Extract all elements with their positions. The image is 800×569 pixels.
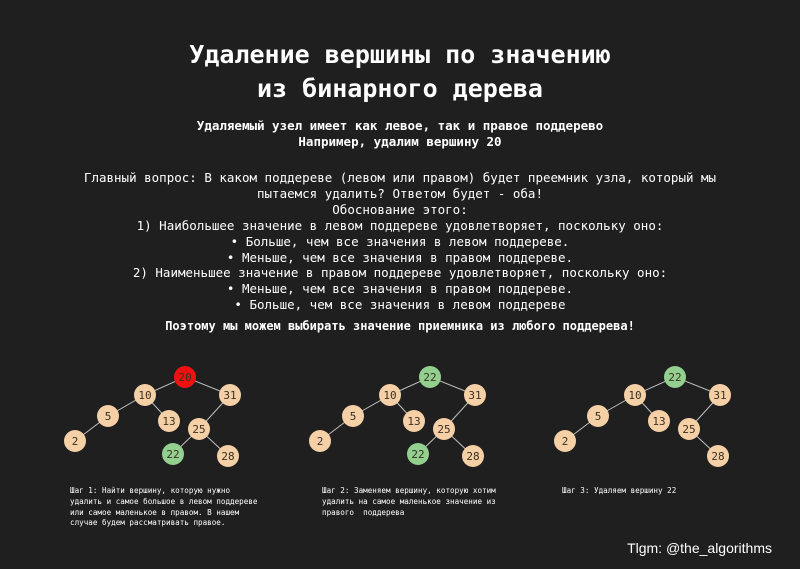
node-label: 13 [652, 415, 666, 428]
explanation-line: • Больше, чем все значения в левом поддереве. [230, 233, 570, 249]
tree-diagram-step-1 [60, 355, 280, 475]
node-label: 20 [178, 371, 192, 384]
explanation-line: Обоснование этого: [332, 201, 468, 217]
tree-node-22 [664, 366, 686, 388]
explanation-line: пытаемся удалить? Ответом будет - оба! [257, 185, 543, 201]
node-label: 25 [437, 423, 451, 436]
explanation-line: • Больше, чем все значения в левом поддереве [234, 297, 566, 313]
tree-node-10 [379, 384, 401, 406]
tree-node-22 [162, 443, 184, 465]
node-label: 28 [221, 450, 235, 463]
caption-line: Шаг 3: Удаляем вершину 22 [562, 486, 677, 495]
tree-node-28 [217, 445, 239, 467]
caption-line: Шаг 2: Заменяем вершину, которую хотим [322, 486, 496, 495]
tree-diagram-step-2 [305, 355, 525, 475]
explanation-line: 2) Наименьшее значение в правом поддереве удовлетворяет, поскольку оно: [132, 265, 668, 281]
explanation-line: • Меньше, чем все значения в правом поддереве. [226, 281, 574, 297]
node-label: 5 [594, 410, 602, 423]
node-label: 25 [682, 423, 696, 436]
node-label: 10 [383, 389, 397, 402]
tree-node-25 [433, 418, 455, 440]
tree-node-10 [134, 384, 156, 406]
node-label: 22 [411, 448, 425, 461]
subtitle [0, 118, 800, 150]
node-label: 2 [561, 435, 569, 448]
caption-step-3 [562, 486, 676, 497]
tree-node-5 [342, 405, 364, 427]
tree-node-28 [462, 445, 484, 467]
tree-node-13 [648, 410, 670, 432]
tree-node-5 [97, 405, 119, 427]
tree-node-28 [707, 445, 729, 467]
tree-node-2 [554, 430, 576, 452]
tree-node-31 [709, 384, 731, 406]
node-label: 25 [192, 423, 206, 436]
node-label: 28 [466, 450, 480, 463]
tree-node-2 [64, 430, 86, 452]
node-label: 31 [223, 389, 237, 402]
tree-node-10 [624, 384, 646, 406]
node-label: 10 [628, 389, 642, 402]
caption-line: удалить на самое маленькое значение из [322, 496, 496, 506]
node-label: 22 [423, 371, 437, 384]
node-label: 5 [349, 410, 357, 423]
caption-step-2 [322, 486, 496, 518]
caption-line: правого поддерева [322, 507, 405, 517]
title-line-2: из бинарного дерева [257, 74, 543, 103]
node-label: 13 [407, 415, 421, 428]
caption-line: Шаг 1: Найти вершину, которую нужно [70, 486, 231, 495]
page-title [0, 38, 800, 106]
tree-node-5 [587, 405, 609, 427]
caption-line: удалить и самое большое в левом поддереве [70, 496, 258, 506]
title-line-1: Удаление вершины по значению [189, 40, 611, 69]
subtitle-line-1: Удаляемый узел имеет как левое, так и правое поддерево [196, 118, 604, 133]
explanation-text [0, 170, 800, 313]
tree-node-31 [219, 384, 241, 406]
caption-line: или самое маленькое в правом. В нашем [70, 507, 240, 517]
node-label: 2 [71, 435, 79, 448]
node-label: 28 [711, 450, 725, 463]
explanation-line: 1) Наибольшее значение в левом поддереве удовлетворяет, поскольку оно: [136, 217, 664, 233]
node-label: 22 [166, 448, 180, 461]
node-label: 31 [713, 389, 727, 402]
tree-diagram-step-3 [550, 355, 770, 475]
node-label: 22 [668, 371, 682, 384]
explanation-line: Главный вопрос: В каком поддереве (левом или правом) будет преемник узла, который мы [83, 170, 717, 185]
caption-step-1 [70, 486, 257, 529]
node-label: 2 [316, 435, 324, 448]
subtitle-line-2: Например, удалим вершину 20 [298, 134, 502, 149]
tree-node-22 [419, 366, 441, 388]
tree-node-13 [403, 410, 425, 432]
explanation-line: • Меньше, чем все значения в правом поддереве. [226, 249, 574, 265]
tree-node-31 [464, 384, 486, 406]
node-label: 13 [162, 415, 176, 428]
caption-line: случае будем рассматривать правое. [70, 518, 226, 528]
watermark: Tlgm: @the_algorithms [627, 540, 772, 556]
tree-node-25 [678, 418, 700, 440]
conclusion-text: Поэтому мы можем выбирать значение приемника из любого поддерева! [165, 319, 635, 333]
tree-node-2 [309, 430, 331, 452]
tree-node-13 [158, 410, 180, 432]
node-label: 5 [104, 410, 112, 423]
node-label: 31 [468, 389, 482, 402]
tree-node-22 [407, 443, 429, 465]
node-label: 10 [138, 389, 152, 402]
tree-node-25 [188, 418, 210, 440]
tree-node-20 [174, 366, 196, 388]
